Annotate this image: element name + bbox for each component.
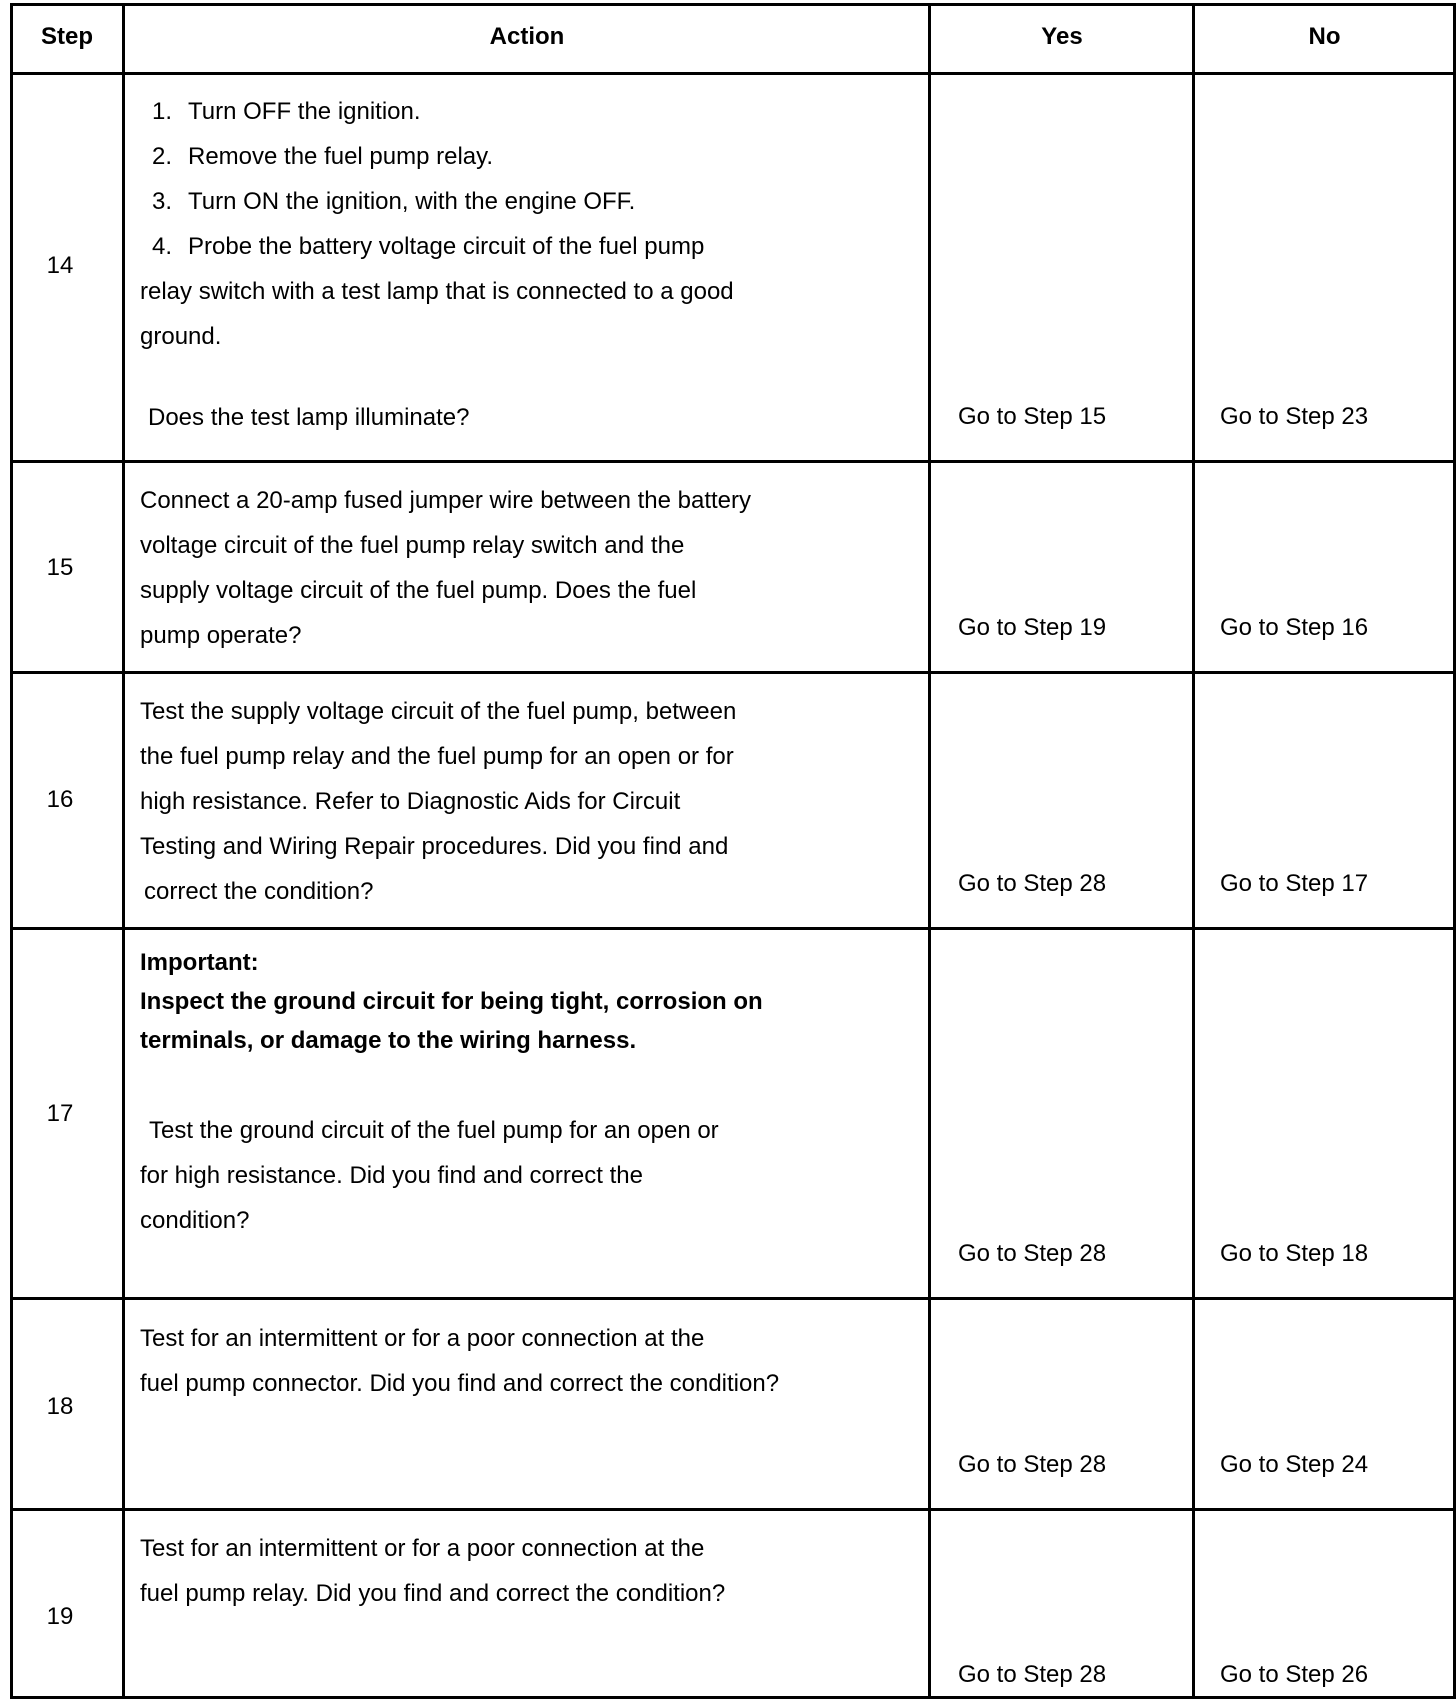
row-divider xyxy=(10,671,1456,674)
yes-result: Go to Step 28 xyxy=(958,1451,1107,1478)
yes-result: Go to Step 28 xyxy=(958,1661,1107,1688)
text-line: high resistance. Refer to Diagnostic Aids for Circuit xyxy=(140,788,681,815)
column-divider xyxy=(1192,3,1195,1699)
row-divider xyxy=(10,927,1456,930)
column-divider xyxy=(122,3,125,1699)
list-item: 4. Probe the battery voltage circuit of the fuel pump xyxy=(152,233,705,260)
text-line: Test the ground circuit of the fuel pump for an open or xyxy=(149,1117,719,1144)
text-line: supply voltage circuit of the fuel pump. Does the fuel xyxy=(140,577,697,604)
text-line: the fuel pump relay and the fuel pump for an open or for xyxy=(140,743,734,770)
question-text: Does the test lamp illuminate? xyxy=(148,404,470,431)
step-number: 15 xyxy=(46,554,74,581)
list-item: 2. Remove the fuel pump relay. xyxy=(152,143,494,170)
step-number: 16 xyxy=(46,786,74,813)
header-action: Action xyxy=(489,23,565,50)
header-step: Step xyxy=(40,23,93,50)
table-border-top xyxy=(10,3,1456,6)
text-line: Test for an intermittent or for a poor connection at the xyxy=(140,1325,705,1352)
no-result: Go to Step 16 xyxy=(1220,614,1369,641)
text-line: Test for an intermittent or for a poor connection at the xyxy=(140,1535,705,1562)
diagnostic-table xyxy=(10,3,1456,1699)
list-item: 3. Turn ON the ignition, with the engine OFF. xyxy=(152,188,636,215)
no-result: Go to Step 17 xyxy=(1220,870,1369,897)
yes-result: Go to Step 15 xyxy=(958,403,1107,430)
action-text xyxy=(140,478,940,658)
text-line: Testing and Wiring Repair procedures. Did you find and xyxy=(140,833,729,860)
text-line: voltage circuit of the fuel pump relay switch and the xyxy=(140,532,685,559)
text-line: Test the supply voltage circuit of the fuel pump, between xyxy=(140,698,737,725)
action-text xyxy=(140,1316,940,1406)
list-item: 1. Turn OFF the ignition. xyxy=(152,98,421,125)
text-line: fuel pump relay. Did you find and correct the condition? xyxy=(140,1580,726,1607)
row-divider xyxy=(10,460,1456,463)
action-text xyxy=(140,689,940,914)
yes-result: Go to Step 19 xyxy=(958,614,1107,641)
note-label: Important: xyxy=(140,949,259,976)
step-number: 19 xyxy=(46,1603,74,1630)
step-number: 14 xyxy=(46,252,74,279)
no-result: Go to Step 18 xyxy=(1220,1240,1369,1267)
step-number: 18 xyxy=(46,1393,74,1420)
row-divider xyxy=(10,1297,1456,1300)
yes-result: Go to Step 28 xyxy=(958,1240,1107,1267)
step-number: 17 xyxy=(46,1100,74,1127)
text-line: Connect a 20-amp fused jumper wire between the battery xyxy=(140,487,752,514)
text-line: fuel pump connector. Did you find and correct the condition? xyxy=(140,1370,780,1397)
row-divider xyxy=(10,1508,1456,1511)
no-result: Go to Step 23 xyxy=(1220,403,1369,430)
header-divider xyxy=(10,72,1456,75)
table-border-bottom xyxy=(10,1696,1456,1699)
action-text xyxy=(140,89,940,359)
text-line: relay switch with a test lamp that is connected to a good xyxy=(140,278,734,305)
text-line: correct the condition? xyxy=(144,878,374,905)
text-line: Inspect the ground circuit for being tight, corrosion on xyxy=(140,988,763,1015)
important-note xyxy=(140,943,940,1060)
no-result: Go to Step 24 xyxy=(1220,1451,1369,1478)
action-text xyxy=(140,1526,940,1616)
text-line: pump operate? xyxy=(140,622,302,649)
text-line: ground. xyxy=(140,323,222,350)
text-line: for high resistance. Did you find and correct the xyxy=(140,1162,643,1189)
header-yes: Yes xyxy=(1041,23,1083,50)
yes-result: Go to Step 28 xyxy=(958,870,1107,897)
text-line: condition? xyxy=(140,1207,250,1234)
action-text xyxy=(140,1108,940,1243)
header-no: No xyxy=(1308,23,1341,50)
text-line: terminals, or damage to the wiring harness. xyxy=(140,1027,637,1054)
no-result: Go to Step 26 xyxy=(1220,1661,1369,1688)
